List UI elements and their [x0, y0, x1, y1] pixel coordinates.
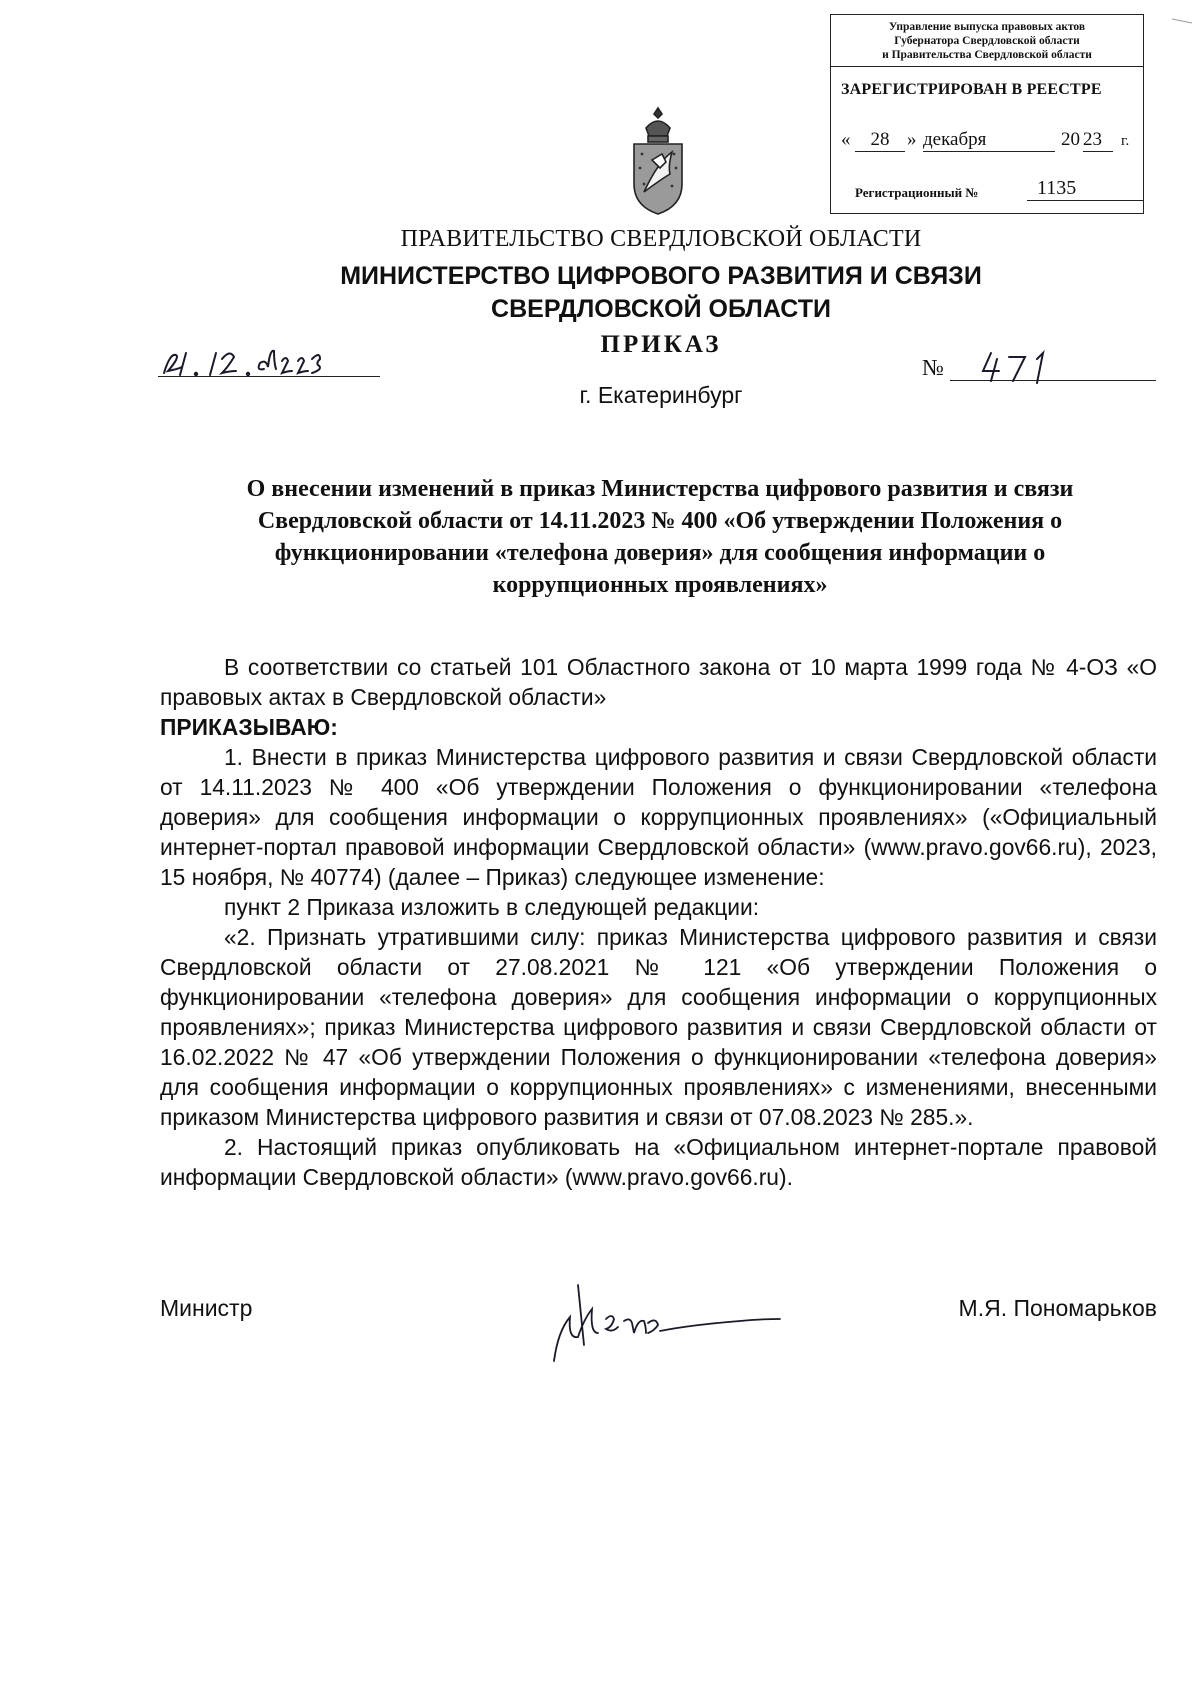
- city: г. Екатеринбург: [579, 382, 743, 408]
- stamp-year-mark: г.: [1121, 133, 1130, 149]
- stamp-reg-label: Регистрационный №: [855, 185, 979, 200]
- document-body: [160, 652, 1157, 1192]
- subject-line: О внесении изменений в приказ Министерства цифрового развития и связи: [246, 476, 1074, 502]
- document-type: ПРИКАЗ: [600, 331, 722, 358]
- stamp-reg-number: [1027, 177, 1143, 201]
- stamp-header-line: и Правительства Свердловской области: [882, 49, 1092, 61]
- order-word: ПРИКАЗЫВАЮ:: [160, 714, 338, 740]
- registration-stamp: [830, 14, 1144, 214]
- stamp-month: декабря: [923, 129, 1055, 152]
- ministry-title-line: МИНИСТЕРСТВО ЦИФРОВОГО РАЗВИТИЯ И СВЯЗИ: [340, 262, 982, 290]
- document-subject: [160, 473, 1160, 601]
- handwritten-signature: [548, 1275, 788, 1367]
- handwritten-date: [160, 343, 380, 379]
- minister-position: Министр: [160, 1295, 253, 1321]
- stamp-day: 28: [855, 129, 905, 152]
- subject-line: функционировании «телефона доверия» для сообщения информации о: [274, 540, 1046, 566]
- stamp-close-quote: »: [907, 129, 917, 150]
- minister-name: М.Я. Пономарьков: [958, 1295, 1157, 1321]
- scan-mark: [1172, 18, 1192, 24]
- ministry-title: [0, 260, 1200, 326]
- handwritten-number: [975, 345, 1065, 385]
- government-title: ПРАВИТЕЛЬСТВО СВЕРДЛОВСКОЙ ОБЛАСТИ: [400, 226, 922, 252]
- stamp-registered-label: ЗАРЕГИСТРИРОВАН В РЕЕСТРЕ: [841, 81, 1102, 98]
- stamp-year-suffix: 23: [1083, 129, 1113, 152]
- item-1-sub-paragraph: пункт 2 Приказа изложить в следующей редакции:: [224, 894, 760, 920]
- stamp-header-line: Губернатора Свердловской области: [894, 35, 1080, 47]
- preamble-paragraph: В соответствии со статьей 101 Областного закона от 10 марта 1999 года № 4-ОЗ «О правовых актах в Свердловской области»: [160, 654, 1157, 710]
- stamp-header-line: Управление выпуска правовых актов: [888, 21, 1086, 33]
- stamp-header: [831, 15, 1143, 67]
- item-2-paragraph: 2. Настоящий приказ опубликовать на «Официальном интернет-портале правовой информации Свердловской области» (www.pravo.gov66.ru).: [160, 1134, 1157, 1190]
- sverdlovsk-coat-of-arms-icon: [628, 104, 688, 216]
- stamp-reg-number-value: 1135: [1037, 177, 1077, 199]
- subject-line: коррупционных проявлениях»: [492, 572, 828, 598]
- stamp-year-prefix: 20: [1061, 129, 1080, 150]
- item-1-paragraph: 1. Внести в приказ Министерства цифрового развития и связи Свердловской области от 14.11.2023 № 400 «Об утверждении Положения о функционировании «телефона доверия» для сообщения информации о коррупционных проявлениях» («Официальный интернет-портал правовой информации Свердловской области» (www.pravo.gov66.ru), 2023, 15 ноября, № 40774) (далее – Приказ) следующее изменение:: [160, 744, 1157, 890]
- number-sign: №: [922, 355, 944, 380]
- stamp-open-quote: «: [841, 129, 851, 150]
- item-1-quote-paragraph: «2. Признать утратившими силу: приказ Министерства цифрового развития и связи Свердловской области от 27.08.2021 № 121 «Об утверждении Положения о функционировании «телефона доверия» для сообщения информации о коррупционных проявлениях»; приказ Министерства цифрового развития и связи Свердловской области от 16.02.2022 № 47 «Об утверждении Положения о функционировании «телефона доверия» для сообщения информации о коррупционных проявлениях» с изменениями, внесенными приказом Министерства цифрового развития и связи от 07.08.2023 № 285.».: [160, 924, 1157, 1130]
- subject-line: Свердловской области от 14.11.2023 № 400 «Об утверждении Положения о: [257, 508, 1063, 534]
- ministry-title-line: СВЕРДЛОВСКОЙ ОБЛАСТИ: [491, 295, 831, 323]
